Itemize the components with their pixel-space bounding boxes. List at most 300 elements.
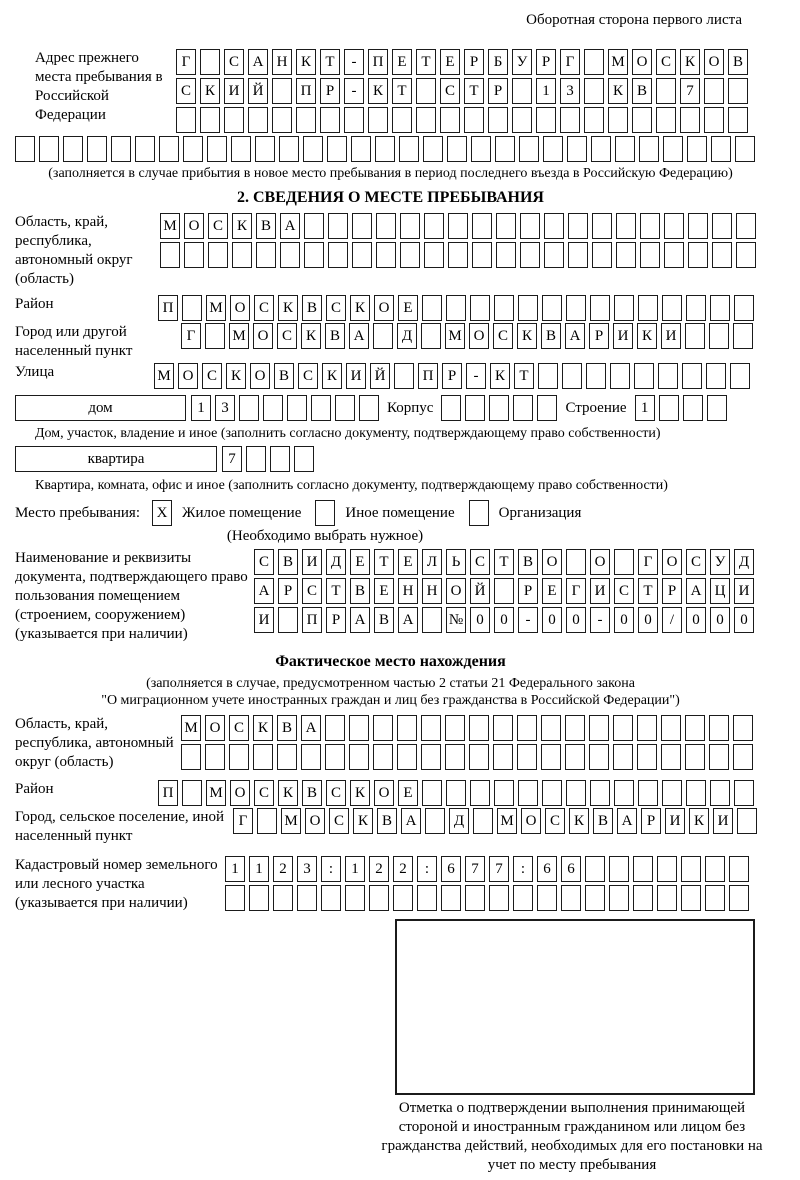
actual-city-cell-row: [233, 808, 757, 834]
char-cell: [537, 395, 557, 421]
char-cell: -: [344, 49, 364, 75]
char-cell: Е: [398, 549, 418, 575]
char-cell: Ь: [446, 549, 466, 575]
char-cell: [656, 78, 676, 104]
char-cell: [565, 744, 585, 770]
stroenie-label: Строение: [565, 400, 627, 416]
char-cell: [416, 107, 436, 133]
char-cell: О: [374, 780, 394, 806]
char-cell: И: [613, 323, 633, 349]
char-cell: [280, 242, 300, 268]
char-cell: В: [302, 295, 322, 321]
char-cell: [15, 136, 35, 162]
char-cell: [249, 885, 269, 911]
char-cell: Д: [326, 549, 346, 575]
char-cell: [397, 715, 417, 741]
char-cell: [686, 780, 706, 806]
char-cell: [315, 500, 335, 526]
char-cell: [584, 78, 604, 104]
char-cell: [494, 295, 514, 321]
char-cell: [662, 295, 682, 321]
char-cell: П: [418, 363, 438, 389]
char-cell: [422, 780, 442, 806]
char-cell: 1: [635, 395, 655, 421]
char-cell: И: [734, 578, 754, 604]
actual-region-cell-row-1: [181, 715, 753, 741]
char-cell: В: [302, 780, 322, 806]
char-cell: Т: [416, 49, 436, 75]
char-cell: [445, 744, 465, 770]
char-cell: [294, 446, 314, 472]
char-cell: [368, 107, 388, 133]
char-cell: О: [178, 363, 198, 389]
char-cell: [448, 213, 468, 239]
char-cell: [688, 213, 708, 239]
char-cell: К: [322, 363, 342, 389]
char-cell: [424, 213, 444, 239]
char-cell: [513, 395, 533, 421]
char-cell: К: [350, 295, 370, 321]
house-type-box: дом: [15, 395, 186, 421]
char-cell: 0: [710, 607, 730, 633]
street-label: Улица: [15, 364, 55, 380]
char-cell: А: [280, 213, 300, 239]
char-cell: О: [305, 808, 325, 834]
char-cell: [376, 242, 396, 268]
actual-region-cell-rows: [181, 715, 753, 770]
char-cell: О: [250, 363, 270, 389]
document-cell-row-3: [254, 607, 754, 633]
char-cell: [231, 136, 251, 162]
document-label: Наименование и реквизиты документа, подтверждающего право пользования помещением (строением, сооружением) (указывается при наличии): [15, 550, 248, 642]
house-number-cells: [191, 395, 379, 421]
char-cell: [495, 136, 515, 162]
char-cell: [469, 500, 489, 526]
char-cell: О: [374, 295, 394, 321]
apartment-number-cells: [222, 446, 314, 472]
char-cell: [538, 363, 558, 389]
apartment-block: [15, 446, 766, 472]
city-label: Город или другой населенный пункт: [15, 324, 133, 359]
korpus-cells: [441, 395, 557, 421]
char-cell: [615, 136, 635, 162]
char-cell: [584, 107, 604, 133]
char-cell: 1: [536, 78, 556, 104]
char-cell: О: [253, 323, 273, 349]
char-cell: Е: [542, 578, 562, 604]
char-cell: Л: [422, 549, 442, 575]
char-cell: [637, 744, 657, 770]
char-cell: [681, 856, 701, 882]
stay-option-label-residential: Жилое помещение: [182, 504, 302, 521]
char-cell: [561, 885, 581, 911]
char-cell: [704, 107, 724, 133]
char-cell: [680, 107, 700, 133]
char-cell: О: [542, 549, 562, 575]
char-cell: [200, 49, 220, 75]
char-cell: -: [466, 363, 486, 389]
char-cell: [633, 856, 653, 882]
char-cell: [687, 136, 707, 162]
char-cell: Е: [374, 578, 394, 604]
char-cell: В: [325, 323, 345, 349]
char-cell: К: [232, 213, 252, 239]
char-cell: 0: [542, 607, 562, 633]
char-cell: [616, 242, 636, 268]
char-cell: [657, 885, 677, 911]
char-cell: М: [608, 49, 628, 75]
char-cell: [590, 295, 610, 321]
char-cell: 7: [222, 446, 242, 472]
char-cell: С: [326, 295, 346, 321]
char-cell: -: [590, 607, 610, 633]
char-cell: Г: [560, 49, 580, 75]
char-cell: К: [517, 323, 537, 349]
char-cell: М: [497, 808, 517, 834]
char-cell: [685, 715, 705, 741]
char-cell: [590, 780, 610, 806]
char-cell: О: [632, 49, 652, 75]
char-cell: [488, 107, 508, 133]
char-cell: [303, 136, 323, 162]
char-cell: [224, 107, 244, 133]
district-block: [15, 295, 766, 321]
char-cell: [591, 136, 611, 162]
char-cell: [63, 136, 83, 162]
char-cell: Т: [638, 578, 658, 604]
char-cell: /: [662, 607, 682, 633]
char-cell: [399, 136, 419, 162]
char-cell: [657, 856, 677, 882]
char-cell: [465, 395, 485, 421]
char-cell: 2: [393, 856, 413, 882]
prev-address-cell-row-3: [176, 107, 748, 133]
char-cell: [425, 808, 445, 834]
apartment-caption: Квартира, комната, офис и иное (заполнить согласно документу, подтверждающему право собственности): [35, 478, 668, 493]
char-cell: [709, 744, 729, 770]
stay-option-checkbox-other: [315, 500, 335, 526]
char-cell: Е: [398, 295, 418, 321]
char-cell: К: [296, 49, 316, 75]
char-cell: [400, 213, 420, 239]
char-cell: А: [301, 715, 321, 741]
char-cell: М: [229, 323, 249, 349]
char-cell: А: [350, 607, 370, 633]
house-block: [15, 395, 766, 421]
char-cell: Е: [350, 549, 370, 575]
prev-address-cell-rows: [176, 49, 748, 133]
char-cell: [493, 744, 513, 770]
char-cell: О: [230, 295, 250, 321]
actual-location-caption-line1: (заполняется в случае, предусмотренном частью 2 статьи 21 Федерального закона: [146, 676, 635, 691]
char-cell: Т: [320, 49, 340, 75]
char-cell: [472, 213, 492, 239]
char-cell: Н: [422, 578, 442, 604]
char-cell: [592, 242, 612, 268]
char-cell: X: [152, 500, 172, 526]
char-cell: [614, 549, 634, 575]
char-cell: [232, 242, 252, 268]
char-cell: [712, 242, 732, 268]
char-cell: [632, 107, 652, 133]
char-cell: [248, 107, 268, 133]
char-cell: Р: [518, 578, 538, 604]
char-cell: [664, 213, 684, 239]
char-cell: [257, 808, 277, 834]
char-cell: П: [296, 78, 316, 104]
char-cell: [176, 107, 196, 133]
document-cell-rows: [254, 549, 754, 633]
char-cell: [640, 242, 660, 268]
char-cell: Р: [326, 607, 346, 633]
char-cell: Н: [398, 578, 418, 604]
char-cell: В: [350, 578, 370, 604]
char-cell: [239, 395, 259, 421]
char-cell: [542, 780, 562, 806]
prev-address-block: [15, 49, 766, 133]
char-cell: 7: [465, 856, 485, 882]
char-cell: [349, 715, 369, 741]
char-cell: [445, 715, 465, 741]
char-cell: К: [680, 49, 700, 75]
char-cell: [541, 744, 561, 770]
char-cell: [685, 744, 705, 770]
section2-title: 2. СВЕДЕНИЯ О МЕСТЕ ПРЕБЫВАНИЯ: [237, 189, 544, 206]
cadastral-block: [15, 856, 766, 913]
char-cell: С: [224, 49, 244, 75]
char-cell: Е: [398, 780, 418, 806]
district-label: Район: [15, 296, 54, 312]
char-cell: [397, 744, 417, 770]
street-cell-row: [154, 363, 750, 389]
char-cell: Г: [176, 49, 196, 75]
char-cell: М: [206, 780, 226, 806]
char-cell: [301, 744, 321, 770]
page-corner-note: Оборотная сторона первого листа: [526, 12, 742, 28]
char-cell: [345, 885, 365, 911]
char-cell: С: [614, 578, 634, 604]
char-cell: [471, 136, 491, 162]
char-cell: [711, 136, 731, 162]
char-cell: [662, 780, 682, 806]
char-cell: [470, 780, 490, 806]
char-cell: Й: [470, 578, 490, 604]
char-cell: И: [590, 578, 610, 604]
char-cell: [517, 744, 537, 770]
char-cell: 7: [680, 78, 700, 104]
char-cell: -: [344, 78, 364, 104]
char-cell: [637, 715, 657, 741]
char-cell: [181, 744, 201, 770]
char-cell: [519, 136, 539, 162]
char-cell: [359, 395, 379, 421]
char-cell: С: [656, 49, 676, 75]
stay-type-caption: (Необходимо выбрать нужное): [226, 528, 424, 544]
char-cell: [705, 885, 725, 911]
char-cell: -: [518, 607, 538, 633]
char-cell: [297, 885, 317, 911]
char-cell: О: [662, 549, 682, 575]
char-cell: Н: [272, 49, 292, 75]
char-cell: [325, 744, 345, 770]
char-cell: К: [253, 715, 273, 741]
char-cell: [567, 136, 587, 162]
char-cell: А: [254, 578, 274, 604]
char-cell: [200, 107, 220, 133]
char-cell: [470, 295, 490, 321]
char-cell: 0: [614, 607, 634, 633]
char-cell: С: [545, 808, 565, 834]
char-cell: Р: [641, 808, 661, 834]
char-cell: [733, 744, 753, 770]
char-cell: [287, 395, 307, 421]
char-cell: [422, 607, 442, 633]
char-cell: [393, 885, 413, 911]
char-cell: [736, 242, 756, 268]
char-cell: 0: [734, 607, 754, 633]
char-cell: О: [469, 323, 489, 349]
char-cell: [423, 136, 443, 162]
char-cell: Е: [440, 49, 460, 75]
char-cell: [304, 213, 324, 239]
char-cell: Г: [181, 323, 201, 349]
char-cell: [541, 715, 561, 741]
char-cell: 3: [297, 856, 317, 882]
char-cell: Р: [278, 578, 298, 604]
char-cell: [729, 885, 749, 911]
char-cell: [518, 780, 538, 806]
char-cell: [225, 885, 245, 911]
char-cell: [135, 136, 155, 162]
char-cell: [349, 744, 369, 770]
char-cell: :: [417, 856, 437, 882]
char-cell: Г: [233, 808, 253, 834]
char-cell: :: [321, 856, 341, 882]
char-cell: [610, 363, 630, 389]
char-cell: О: [704, 49, 724, 75]
char-cell: [424, 242, 444, 268]
char-cell: [536, 107, 556, 133]
char-cell: [273, 885, 293, 911]
cadastral-cell-rows: [225, 856, 749, 911]
char-cell: [447, 136, 467, 162]
char-cell: [39, 136, 59, 162]
char-cell: К: [278, 295, 298, 321]
char-cell: П: [302, 607, 322, 633]
char-cell: [472, 242, 492, 268]
char-cell: В: [277, 715, 297, 741]
char-cell: М: [154, 363, 174, 389]
char-cell: Т: [464, 78, 484, 104]
actual-region-block: [15, 715, 766, 772]
char-cell: [207, 136, 227, 162]
city-block: [15, 323, 766, 361]
char-cell: [320, 107, 340, 133]
char-cell: [728, 78, 748, 104]
char-cell: [272, 107, 292, 133]
char-cell: В: [541, 323, 561, 349]
char-cell: [613, 715, 633, 741]
char-cell: [352, 242, 372, 268]
char-cell: [614, 780, 634, 806]
char-cell: А: [398, 607, 418, 633]
char-cell: [184, 242, 204, 268]
char-cell: 1: [225, 856, 245, 882]
char-cell: Р: [464, 49, 484, 75]
street-block: [15, 363, 766, 389]
char-cell: П: [158, 780, 178, 806]
document-cell-row-2: [254, 578, 754, 604]
char-cell: [328, 213, 348, 239]
char-cell: [730, 363, 750, 389]
prev-address-label: Адрес прежнего места пребывания в Российской Федерации: [35, 50, 163, 123]
char-cell: Й: [248, 78, 268, 104]
char-cell: [706, 363, 726, 389]
char-cell: В: [518, 549, 538, 575]
stay-type-block: [15, 500, 766, 526]
char-cell: Р: [662, 578, 682, 604]
char-cell: С: [493, 323, 513, 349]
char-cell: [562, 363, 582, 389]
char-cell: [734, 780, 754, 806]
actual-city-block: [15, 808, 766, 846]
korpus-label: Корпус: [387, 400, 434, 416]
char-cell: [586, 363, 606, 389]
char-cell: [585, 885, 605, 911]
char-cell: [255, 136, 275, 162]
char-cell: [543, 136, 563, 162]
char-cell: К: [490, 363, 510, 389]
char-cell: [512, 107, 532, 133]
char-cell: [421, 323, 441, 349]
char-cell: [373, 715, 393, 741]
char-cell: [517, 715, 537, 741]
char-cell: А: [349, 323, 369, 349]
char-cell: И: [713, 808, 733, 834]
region-block: [15, 213, 766, 289]
char-cell: [87, 136, 107, 162]
char-cell: [278, 607, 298, 633]
char-cell: В: [377, 808, 397, 834]
char-cell: [311, 395, 331, 421]
char-cell: С: [254, 295, 274, 321]
char-cell: 6: [537, 856, 557, 882]
char-cell: [159, 136, 179, 162]
char-cell: [205, 744, 225, 770]
char-cell: Р: [488, 78, 508, 104]
char-cell: [464, 107, 484, 133]
char-cell: О: [521, 808, 541, 834]
char-cell: [246, 446, 266, 472]
char-cell: Р: [589, 323, 609, 349]
char-cell: [683, 395, 703, 421]
char-cell: К: [353, 808, 373, 834]
char-cell: [664, 242, 684, 268]
char-cell: 1: [345, 856, 365, 882]
char-cell: [448, 242, 468, 268]
actual-location-caption-line2: "О миграционном учете иностранных граждан и лиц без гражданства в Российской Федерации"): [101, 693, 680, 708]
char-cell: [661, 715, 681, 741]
char-cell: [182, 780, 202, 806]
char-cell: К: [368, 78, 388, 104]
char-cell: [709, 715, 729, 741]
char-cell: 3: [215, 395, 235, 421]
prev-address-cell-row-1: [176, 49, 748, 75]
char-cell: [496, 213, 516, 239]
char-cell: [638, 295, 658, 321]
char-cell: С: [686, 549, 706, 575]
char-cell: [634, 363, 654, 389]
